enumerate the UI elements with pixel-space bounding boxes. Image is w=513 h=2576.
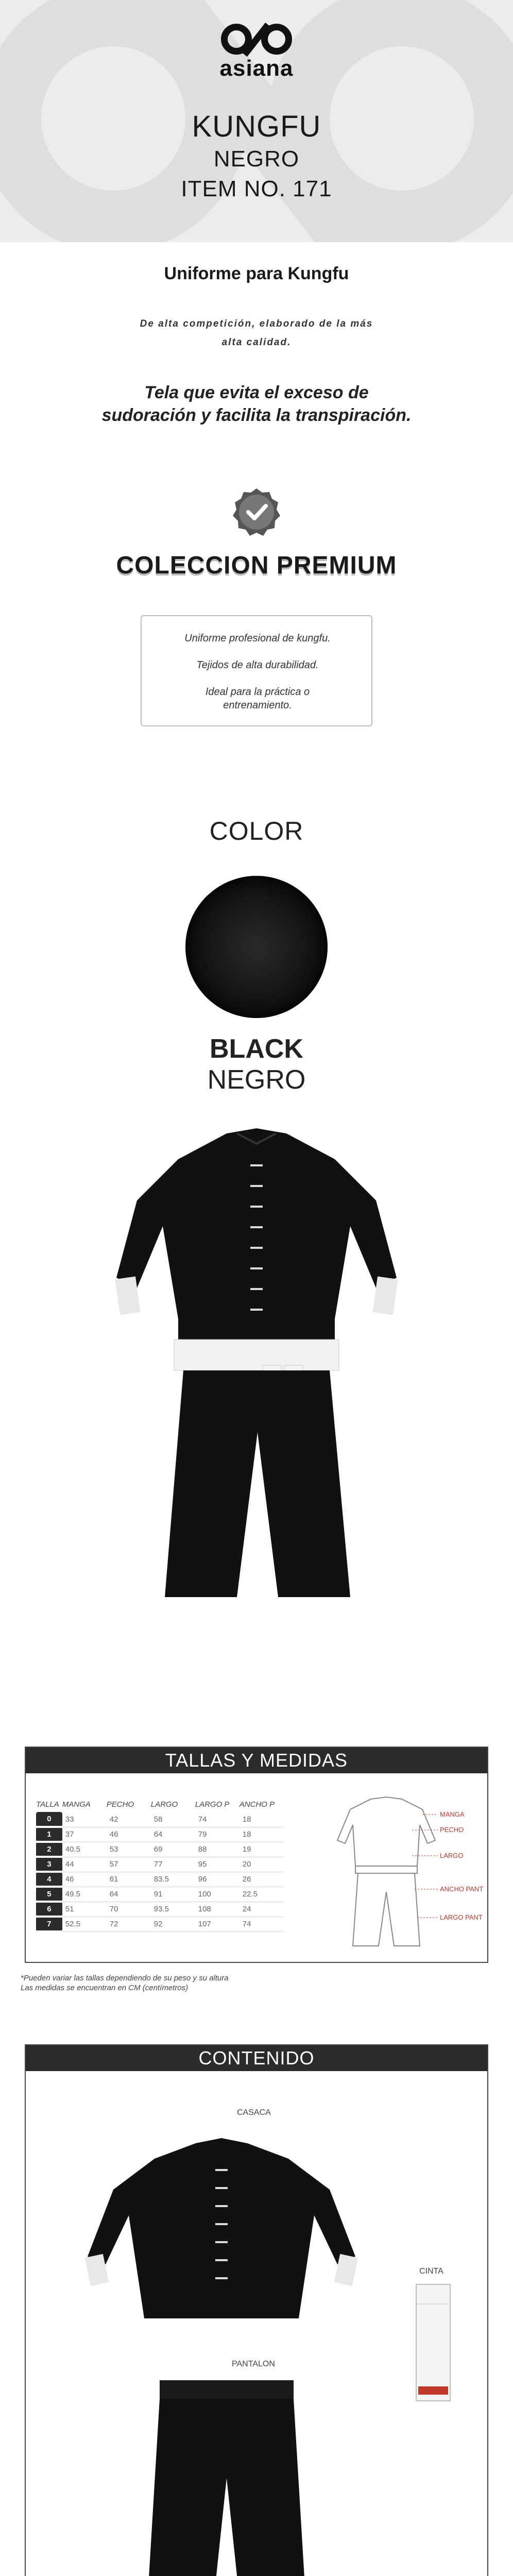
sizes-note-line-1: *Pueden variar las tallas dependiendo de su peso y su altura [21,1974,229,1982]
table-cell: 18 [240,1827,284,1842]
col-pecho: PECHO [106,1800,134,1809]
color-name-english: BLACK [210,1034,303,1064]
brand-name: asiana [219,56,294,81]
intro-line-1: De alta competición, elaborado de la más [140,318,373,329]
table-cell: 57 [107,1857,151,1872]
table-cell: 18 [240,1812,284,1827]
sizes-section [25,1747,488,1963]
table-cell: 107 [195,1917,240,1931]
product-title: KUNGFU [192,110,321,143]
table-cell: 46 [107,1827,151,1842]
size-cell: 1 [36,1827,62,1842]
size-cell: 3 [36,1857,62,1872]
table-cell: 42 [107,1812,151,1827]
col-manga: MANGA [62,1800,91,1809]
contents-section [25,2044,488,2576]
table-cell: 100 [195,1887,240,1902]
color-swatch [185,876,328,1018]
premium-collection-label: COLECCION PREMIUM [116,552,397,579]
intro-heading: Uniforme para Kungfu [164,264,349,283]
size-cell: 2 [36,1842,62,1857]
table-cell: 53 [107,1842,151,1857]
table-cell: 33 [62,1812,107,1827]
table-row [36,1827,284,1842]
size-cell: 4 [36,1872,62,1887]
table-cell: 96 [195,1872,240,1887]
diagram-label-ancho-pant: ANCHO PANT [440,1885,484,1893]
table-cell: 108 [195,1902,240,1917]
table-cell: 69 [151,1842,195,1857]
belt-image [415,2283,451,2402]
table-cell: 74 [195,1812,240,1827]
size-cell: 5 [36,1887,62,1902]
premium-badge-icon [231,486,282,538]
col-largo: LARGO [150,1800,178,1809]
table-cell: 52.5 [62,1917,107,1931]
table-cell: 91 [151,1887,195,1902]
color-name-spanish: NEGRO [207,1065,306,1095]
table-cell: 95 [195,1857,240,1872]
sizes-header-row [36,1800,284,1812]
feature-item-1: Uniforme profesional de kungfu. [184,633,331,644]
table-cell: 61 [107,1872,151,1887]
table-cell: 79 [195,1827,240,1842]
feature-item-3: Ideal para la práctica o [205,686,310,698]
measurement-diagram [335,1794,438,1948]
jacket-image [77,2133,366,2329]
sizes-table [36,1800,284,1933]
table-row [36,1872,284,1887]
feature-line-2: sudoración y facilita la transpiración. [101,405,412,425]
feature-item-4: entrenamiento. [223,700,292,711]
table-cell: 64 [107,1887,151,1902]
table-cell: 22.5 [240,1887,284,1902]
table-row [36,1857,284,1872]
table-cell: 46 [62,1872,107,1887]
belt-label: CINTA [419,2267,443,2276]
table-row [36,1902,284,1917]
diagram-label-largo: LARGO [440,1852,464,1859]
table-cell: 72 [107,1917,151,1931]
table-cell: 37 [62,1827,107,1842]
table-cell: 64 [151,1827,195,1842]
table-cell: 93.5 [151,1902,195,1917]
diagram-label-largo-pant: LARGO PANT [440,1913,483,1921]
table-cell: 88 [195,1842,240,1857]
diagram-label-pecho: PECHO [440,1826,464,1834]
feature-line-1: Tela que evita el exceso de [144,383,369,402]
table-cell: 83.5 [151,1872,195,1887]
color-heading: COLOR [209,817,304,845]
table-cell: 74 [240,1917,284,1931]
jacket-label: CASACA [237,2108,271,2117]
item-number: ITEM NO. 171 [181,176,332,201]
table-cell: 19 [240,1842,284,1857]
table-row [36,1812,284,1827]
pants-image [139,2380,314,2576]
sizes-note-line-2: Las medidas se encuentran en CM (centímetros) [21,1984,189,1992]
table-cell: 51 [62,1902,107,1917]
table-cell: 44 [62,1857,107,1872]
hero-banner [0,0,513,242]
product-color: NEGRO [213,146,300,172]
col-ancho-p: ANCHO P [239,1800,275,1809]
features-card [141,615,372,726]
table-cell: 26 [240,1872,284,1887]
table-cell: 40.5 [62,1842,107,1857]
table-row [36,1887,284,1902]
uniform-product-image [108,1123,405,1607]
size-cell: 7 [36,1917,62,1931]
intro-line-2: alta calidad. [221,337,292,348]
table-cell: 77 [151,1857,195,1872]
asiana-logo-icon [221,24,292,55]
table-cell: 20 [240,1857,284,1872]
diagram-label-manga: MANGA [440,1810,465,1818]
size-cell: 6 [36,1902,62,1917]
table-row [36,1917,284,1931]
table-cell: 92 [151,1917,195,1931]
table-row [36,1842,284,1857]
table-cell: 70 [107,1902,151,1917]
sizes-heading: TALLAS Y MEDIDAS [26,1748,487,1773]
table-cell: 49.5 [62,1887,107,1902]
size-cell: 0 [36,1812,62,1827]
table-cell: 58 [151,1812,195,1827]
pants-label: PANTALON [232,2360,275,2368]
contents-heading: CONTENIDO [26,2045,487,2071]
feature-item-2: Tejidos de alta durabilidad. [196,659,319,671]
col-talla: TALLA [36,1800,59,1809]
col-largo-p: LARGO P [195,1800,230,1809]
table-cell: 24 [240,1902,284,1917]
